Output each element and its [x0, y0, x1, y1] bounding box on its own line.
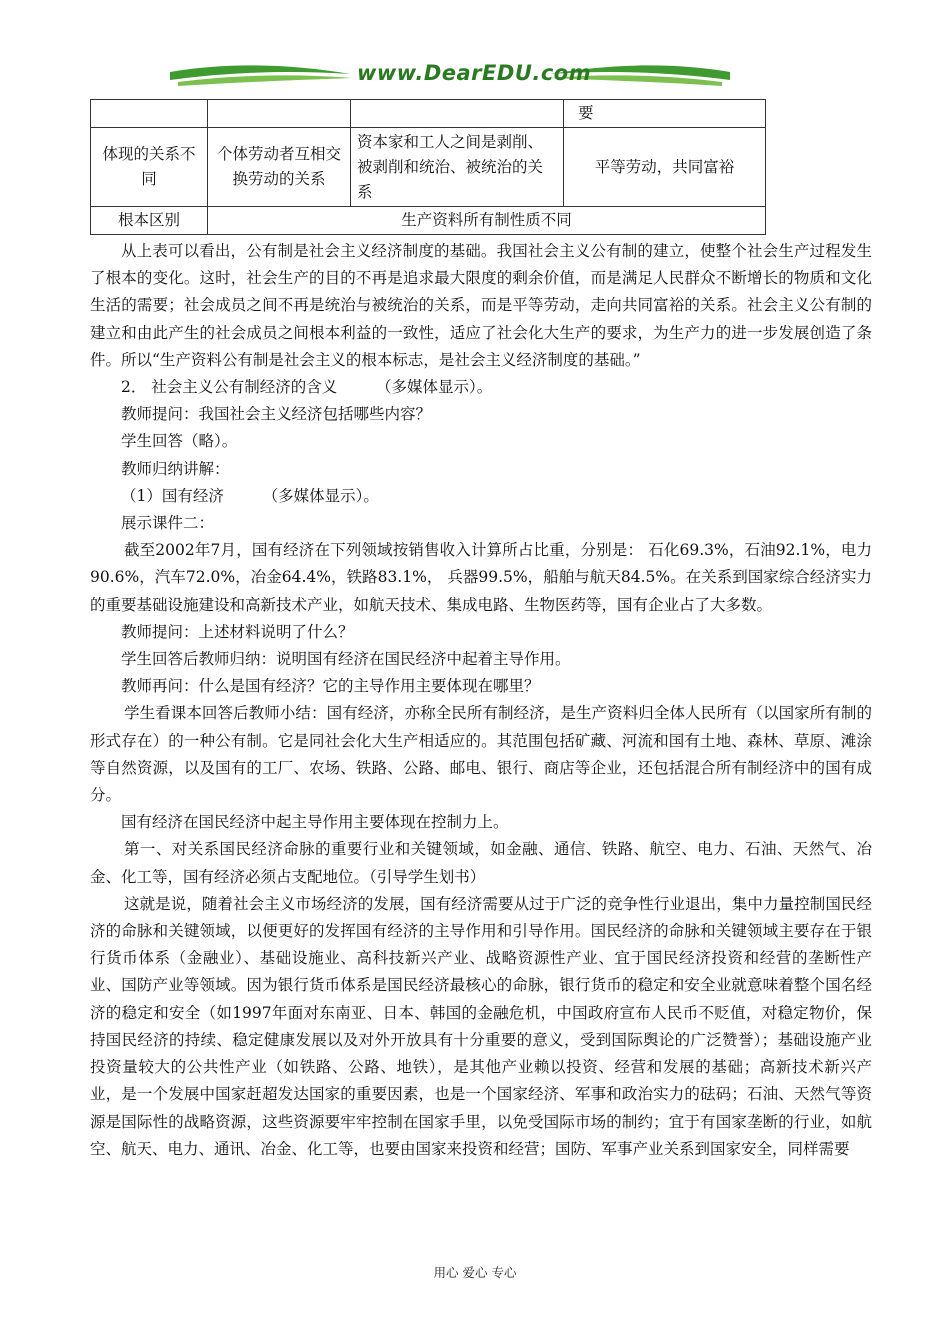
- body-paragraph: 展示课件二：: [121, 514, 215, 533]
- document-body: [90, 238, 872, 1163]
- table-cell: 资本家和工人之间是剥削、被剥削和统治、被统治的关系: [351, 128, 564, 207]
- body-paragraph: 国有经济在国民经济中起主导作用主要体现在控制力上。: [121, 813, 509, 832]
- body-paragraph: 教师提问：上述材料说明了什么？: [121, 622, 354, 641]
- table-cell: 个体劳动者互相交换劳动的关系: [208, 128, 351, 207]
- body-paragraph: 这就是说，随着社会主义市场经济的发展，国有经济需要从过于广泛的竞争性行业退出，集中力量控制国民经济的命脉和关键领域，以便更好的发挥国有经济的主导作用和引导作用。国民经济的命脉和关键领域主要存在于银行货币体系（金融业）、基础设施业、高科技新兴产业、战略资源性产业、宜于国民经济投资和经营的垄断性产业、国防产业等领域。因为银行货币体系是国民经济最核心的命脉，银行货币的稳定和安全业就意味着整个国名经济的稳定和安全（如1997年面对东南亚、日本、韩国的金融危机，中国政府宣布人民币不贬值，对稳定物价，保持国民经济的持续、稳定健康发展以及对外开放具有十分重要的意义，受到国际舆论的广泛赞誉）；基础设施产业投资量较大的公共性产业（如铁路、公路、地铁），是其他产业赖以投资、经营和发展的基础；高新技术新兴产业，是一个发展中国家赶超发达国家的重要因素，也是一个国家经济、军事和政治实力的砝码；石油、天然气等资源是国际性的战略资源，这些资源要牢牢控制在国家手里，以免受国际市场的制约；宜于有国家垄断的行业，如航空、航天、电力、通讯、冶金、化工等，也要由国家来投资和经营；国防、军事产业关系到国家安全，同样需要: [90, 894, 872, 1158]
- row-label-root: 根本区别: [91, 207, 208, 235]
- body-paragraph: 学生回答后教师归纳：说明国有经济在国民经济中起着主导作用。: [121, 650, 571, 669]
- table-cell: 要: [564, 100, 766, 128]
- body-paragraph: 学生看课本回答后教师小结：国有经济，亦称全民所有制经济，是生产资料归全体人民所有（以国家所有制的形式存在）的一种公有制。它是同社会化大生产相适应的。其范围包括矿藏、河流和国有土地、森林、草原、滩涂等自然资源，以及国有的工厂、农场、铁路、公路、邮电、银行、商店等企业，还包括混合所有制经济中的国有成分。: [90, 704, 872, 805]
- table-cell: [91, 100, 208, 128]
- site-header-logo: [170, 58, 730, 92]
- table-cell: 生产资料所有制性质不同: [208, 207, 766, 235]
- body-paragraph: 教师提问：我国社会主义经济包括哪些内容？: [121, 405, 432, 424]
- body-paragraph: 教师再问：什么是国有经济？它的主导作用主要体现在哪里？: [121, 677, 540, 696]
- body-paragraph: 从上表可以看出，公有制是社会主义经济制度的基础。我国社会主义公有制的建立，使整个社会生产过程发生了根本的变化。这时，社会生产的目的不再是追求最大限度的剩余价值，而是满足人民群众不断增长的物质和文化生活的需要；社会成员之间不再是统治与被统治的关系，而是平等劳动，走向共同富裕的关系。社会主义公有制的建立和由此产生的社会成员之间根本利益的一致性，适应了社会化大生产的要求，为生产力的进一步发展创造了条件。所以“生产资料公有制是社会主义的根本标志，是社会主义经济制度的基础。”: [90, 242, 872, 369]
- site-logo-text[interactable]: www.DearEDU.com: [357, 61, 592, 85]
- body-paragraph: （1）国有经济 （多媒体显示）。: [121, 486, 379, 505]
- body-paragraph: 第一、对关系国民经济命脉的重要行业和关键领域，如金融、通信、铁路、航空、电力、石油、天然气、冶金、化工等，国有经济必须占支配地位。（引导学生划书）: [90, 840, 872, 886]
- table-cell: [351, 100, 564, 128]
- table-cell: 平等劳动，共同富裕: [564, 128, 766, 207]
- table-row: [91, 100, 766, 128]
- table-row: [91, 207, 766, 235]
- table-cell: [208, 100, 351, 128]
- body-paragraph: 截至2002年7月，国有经济在下列领域按销售收入计算所占比重，分别是： 石化69.3%，石油92.1%，电力90.6%，汽车72.0%，冶金64.4%，铁路83.1%， 兵器99.5%，船舶与航天84.5%。在关系到国家综合经济实力的重要基础设施建设和高新技术产业，如航天技术、集成电路、生物医药等，国有企业占了大多数。: [90, 541, 872, 614]
- row-label-relation: 体现的关系不同: [91, 128, 208, 207]
- body-paragraph: 2． 社会主义公有制经济的含义 （多媒体显示）。: [121, 378, 493, 397]
- comparison-table: [90, 99, 766, 235]
- body-paragraph: 教师归纳讲解：: [121, 459, 230, 478]
- table-row: [91, 128, 766, 207]
- page-footer: 用心 爱心 专心: [433, 1265, 517, 1280]
- body-paragraph: 学生回答（略）。: [121, 432, 238, 451]
